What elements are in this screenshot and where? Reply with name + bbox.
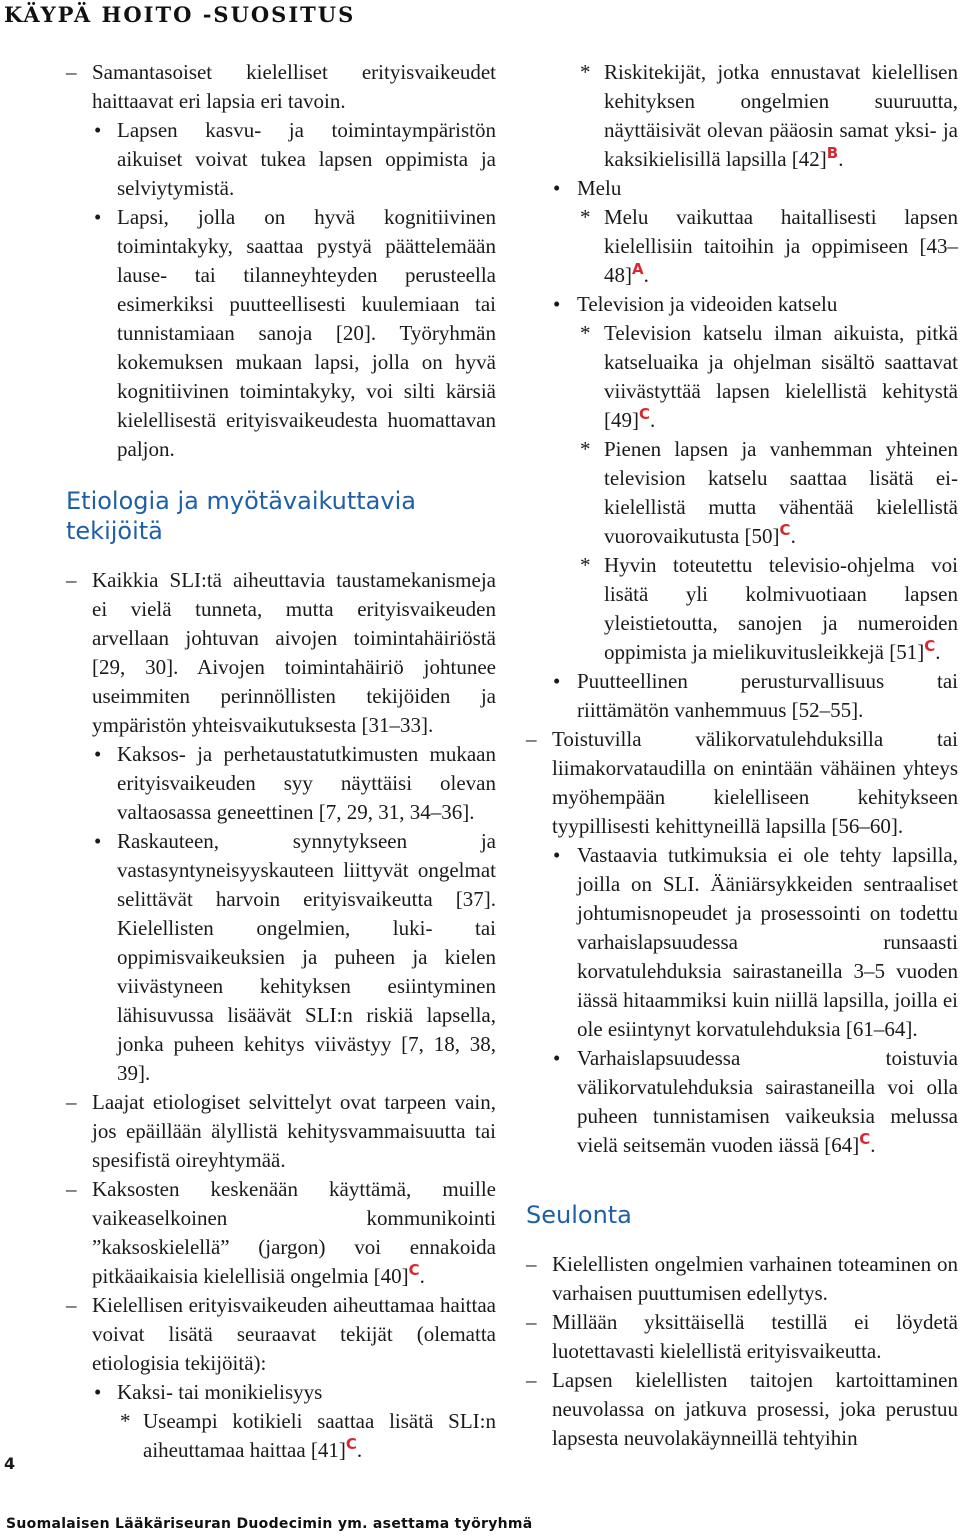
item-text: Samantasoiset kielelliset erityisvaikeudet haittaavat eri lapsia eri tavoin. xyxy=(92,60,496,113)
evidence-grade-badge: A xyxy=(632,260,644,278)
star-item xyxy=(526,435,958,551)
punctuation: . xyxy=(643,263,649,287)
star-marker: * xyxy=(580,437,591,461)
bullet-item xyxy=(526,667,958,725)
dash-item xyxy=(526,1308,958,1366)
dash-marker: – xyxy=(526,1310,537,1334)
item-text: Vastaavia tutkimuksia ei ole tehty lapsilla, joilla on SLI. Ääniärsykkeiden sentraaliset johtumisnopeudet ja prosessointi on todettu varhaislapsuudessa runsaasti korvatulehduksia sairastaneilla 3–5 vuoden iässä hitaammiksi kuin niillä lapsilla, joilla ei ole esiintynyt korvatulehduksia [61–64]. xyxy=(577,843,958,1041)
item-text: Lapsen kielellisten taitojen kartoittaminen neuvolassa on jatkuva prosessi, joka perustuu lapsesta neuvolakäynneillä tehtyihin xyxy=(552,1368,958,1450)
section-heading-screening: Seulonta xyxy=(526,1201,632,1229)
item-text: Melu xyxy=(577,176,622,200)
star-marker: * xyxy=(580,205,591,229)
dash-marker: – xyxy=(526,727,537,751)
punctuation: . xyxy=(935,640,941,664)
item-text: Kielellisten ongelmien varhainen toteaminen on varhaisen puuttumisen edellytys. xyxy=(552,1252,958,1305)
bullet-marker: • xyxy=(553,292,561,316)
item-text: Varhaislapsuudessa toistuvia välikorvatulehduksia sairastaneilla voi olla puheen tunnistamisen vaikeuksia melussa vielä seitsemän vuoden iässä [64] xyxy=(577,1046,958,1157)
dash-item xyxy=(66,1088,496,1175)
bullet-marker: • xyxy=(94,205,102,229)
punctuation: . xyxy=(419,1264,425,1288)
item-text: Kaksi- tai monikielisyys xyxy=(117,1380,323,1404)
section-heading-etiology: Etiologia ja myötävaikuttavia tekijöitä xyxy=(66,487,416,545)
bullet-item xyxy=(66,827,496,1088)
dash-marker: – xyxy=(66,1293,77,1317)
bullet-item xyxy=(66,1378,496,1407)
dash-item xyxy=(66,1291,496,1378)
star-marker: * xyxy=(580,60,591,84)
punctuation: . xyxy=(838,147,844,171)
evidence-grade-badge: C xyxy=(924,637,936,655)
bullet-marker: • xyxy=(94,829,102,853)
dash-item xyxy=(526,1366,958,1453)
star-item xyxy=(526,319,958,435)
evidence-grade-badge: B xyxy=(826,144,839,162)
star-marker: * xyxy=(120,1409,131,1433)
left-column xyxy=(66,58,496,1465)
item-text: Riskitekijät, jotka ennustavat kielellisen kehityksen ongelmien suuruutta, näyttäisivät olevan pääosin samat yksi- ja kaksikielisillä lapsilla [42] xyxy=(604,60,958,171)
bullet-item xyxy=(66,740,496,827)
punctuation: . xyxy=(650,408,656,432)
dash-item xyxy=(66,1175,496,1291)
bullet-item xyxy=(526,290,958,319)
bullet-marker: • xyxy=(94,1380,102,1404)
item-text: Television katselu ilman aikuista, pitkä katseluaika ja ohjelman sisältö saattavat viivästyttää lapsen kielellistä kehitystä [49] xyxy=(604,321,958,432)
item-text: Lapsi, jolla on hyvä kognitiivinen toimintakyky, saattaa pystyä päättelemään lause- tai tilanneyhteyden perusteella esimerkiksi puutteellisesti kuulemiaan tai tunnistamiaan sanoja [20]. Työryhmän kokemuksen mukaan lapsi, jolla on hyvä kognitiivinen toimintakyky, voi silti kärsiä kielellisestä erityisvaikeudesta huomattavan paljon. xyxy=(117,205,496,461)
item-text: Kielellisen erityisvaikeuden aiheuttamaa haittaa voivat lisätä seuraavat tekijät (olematta etiologisia tekijöitä): xyxy=(92,1293,496,1375)
page-number: 4 xyxy=(4,1454,16,1473)
bullet-marker: • xyxy=(553,1046,561,1070)
evidence-grade-badge: C xyxy=(859,1130,871,1148)
evidence-grade-badge: C xyxy=(639,405,651,423)
dash-item xyxy=(66,566,496,740)
item-text: Lapsen kasvu- ja toimintaympäristön aikuiset voivat tukea lapsen oppimista ja selviytymistä. xyxy=(117,118,496,200)
item-text: Kaikkia SLI:tä aiheuttavia taustamekanismeja ei vielä tunneta, mutta erityisvaikeuden arvellaan johtuvan aivojen toimintahäiriöstä [29, 30]. Aivojen toimintahäiriö johtunee useimmiten perinnöllisten tekijöiden ja ympäristön yhteisvaikutuksesta [31–33]. xyxy=(92,568,496,737)
bullet-item xyxy=(526,174,958,203)
footer-text: Suomalaisen Lääkäriseuran Duodecimin ym. asettama työryhmä xyxy=(6,1516,533,1532)
bullet-item xyxy=(526,841,958,1044)
item-text: Laajat etiologiset selvittelyt ovat tarpeen vain, jos epäillään älyllistä kehitysvammaisuutta tai spesifistä oireyhtymää. xyxy=(92,1090,496,1172)
evidence-grade-badge: C xyxy=(779,521,791,539)
star-item xyxy=(526,58,958,174)
bullet-marker: • xyxy=(94,118,102,142)
item-text: Television ja videoiden katselu xyxy=(577,292,838,316)
dash-marker: – xyxy=(526,1368,537,1392)
item-text: Millään yksittäisellä testillä ei löydetä luotettavasti kielellistä erityisvaikeutta. xyxy=(552,1310,958,1363)
item-text: Pienen lapsen ja vanhemman yhteinen television katselu saattaa lisätä ei-kielellistä mutta vähentää kielellistä vuorovaikutusta [50] xyxy=(604,437,958,548)
dash-item xyxy=(526,725,958,841)
star-marker: * xyxy=(580,321,591,345)
item-text: Melu vaikuttaa haitallisesti lapsen kielellisiin taitoihin ja oppimiseen [43–48] xyxy=(604,205,958,287)
bullet-item xyxy=(526,1044,958,1160)
star-item xyxy=(526,551,958,667)
bullet-marker: • xyxy=(94,742,102,766)
item-text: Kaksosten keskenään käyttämä, muille vaikeaselkoinen kommunikointi ”kaksoskielellä” (jargon) voi ennakoida pitkäaikaisia kielellisiä ongelmia [40] xyxy=(92,1177,496,1288)
item-text: Kaksos- ja perhetaustatutkimusten mukaan erityisvaikeuden syy näyttäisi olevan valtaosassa geneettinen [7, 29, 31, 34–36]. xyxy=(117,742,496,824)
item-text: Useampi kotikieli saattaa lisätä SLI:n aiheuttamaa haittaa [41] xyxy=(143,1409,496,1462)
dash-marker: – xyxy=(66,60,77,84)
dash-marker: – xyxy=(66,1090,77,1114)
dash-item xyxy=(66,58,496,116)
bullet-item xyxy=(66,203,496,464)
dash-item xyxy=(526,1250,958,1308)
punctuation: . xyxy=(870,1133,876,1157)
bullet-item xyxy=(66,116,496,203)
punctuation: . xyxy=(790,524,796,548)
bullet-marker: • xyxy=(553,843,561,867)
item-text: Raskauteen, synnytykseen ja vastasyntyneisyyskauteen liittyvät ongelmat selittävät harvoin erityisvaikeutta [37]. Kielellisten ongelmien, luki- tai oppimisvaikeuksien ja puheen ja kielen viivästyneen kehityksen esiintyminen lähisuvussa lisäävät SLI:n riskiä lapsella, jonka puheen kehitys viivästyy [7, 18, 38, 39]. xyxy=(117,829,496,1085)
punctuation: . xyxy=(356,1438,363,1462)
bullet-marker: • xyxy=(553,176,561,200)
evidence-grade-badge: C xyxy=(345,1435,357,1453)
dash-marker: – xyxy=(526,1252,537,1276)
star-item xyxy=(66,1407,496,1465)
star-marker: * xyxy=(580,553,591,577)
star-item xyxy=(526,203,958,290)
item-text: Toistuvilla välikorvatulehduksilla tai liimakorvataudilla on enintään vähäinen yhteys myöhempään kielelliseen kehitykseen tyypillisesti kehittyneillä lapsilla [56–60]. xyxy=(552,727,958,838)
item-text: Puutteellinen perusturvallisuus tai riittämätön vanhemmuus [52–55]. xyxy=(577,669,958,722)
bullet-marker: • xyxy=(553,669,561,693)
right-column xyxy=(526,58,958,1453)
document-header: KÄYPÄ HOITO -SUOSITUS xyxy=(4,2,356,27)
item-text: Hyvin toteutettu televisio-ohjelma voi lisätä yli kolmivuotiaan lapsen yleistietoutta, sanojen ja numeroiden oppimista ja mielikuvitusleikkejä [51] xyxy=(604,553,958,664)
dash-marker: – xyxy=(66,568,77,592)
dash-marker: – xyxy=(66,1177,77,1201)
evidence-grade-badge: C xyxy=(408,1261,420,1279)
